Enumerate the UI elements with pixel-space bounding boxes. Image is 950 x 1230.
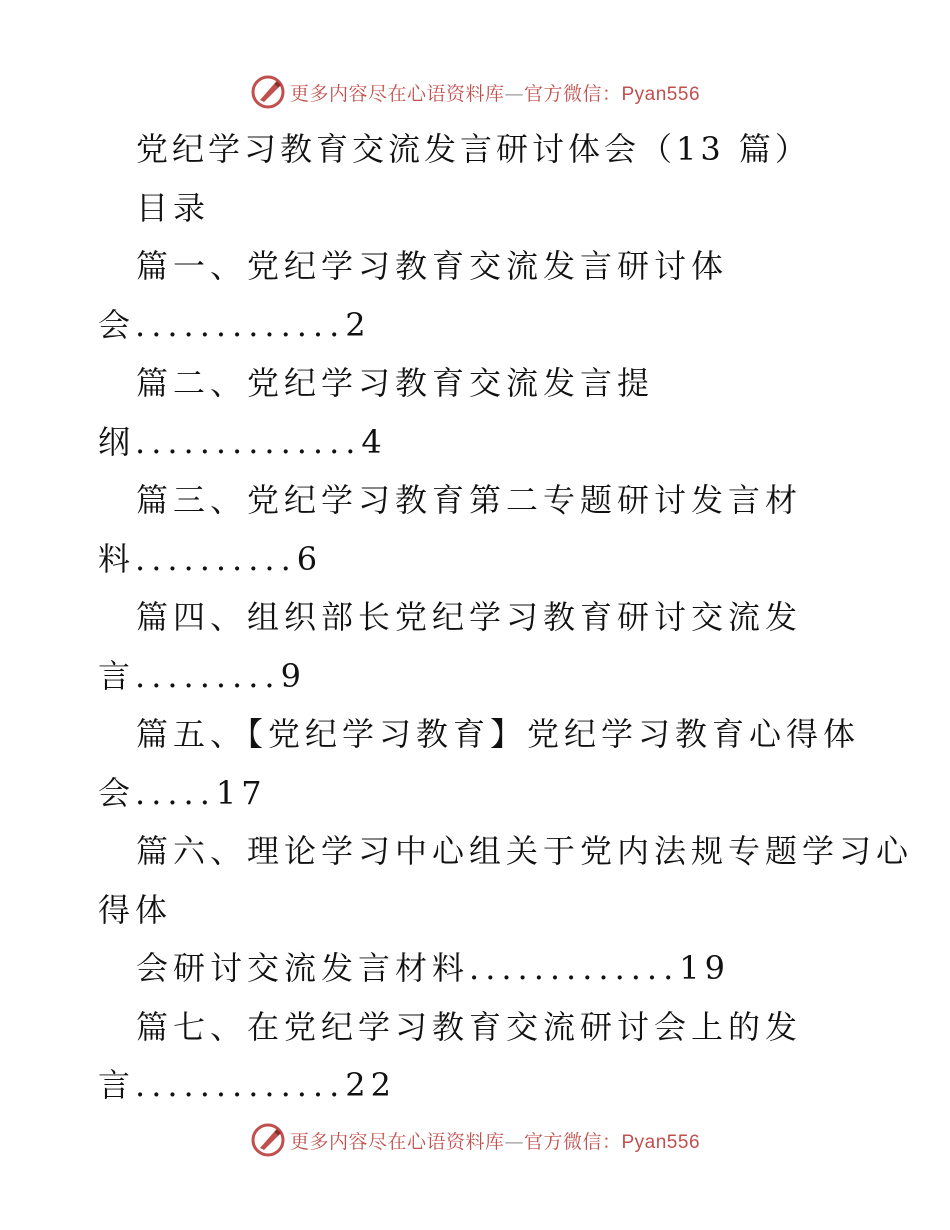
- toc-entry-text: 会: [98, 305, 136, 344]
- toc-entry-6-cont[interactable]: [98, 939, 858, 998]
- toc-page-number: 6: [296, 539, 323, 578]
- watermark-separator: —: [504, 82, 524, 105]
- toc-entry-text: 料: [98, 539, 136, 578]
- toc-entry-6[interactable]: 篇六、理论学习中心组关于党内法规专题学习心: [136, 832, 914, 870]
- toc-entry-5[interactable]: 篇五、【党纪学习教育】党纪学习教育心得体: [136, 715, 861, 753]
- toc-entry-1-cont[interactable]: [98, 296, 858, 355]
- toc-entry-3-cont[interactable]: [98, 530, 858, 589]
- pen-logo-icon: [250, 74, 286, 110]
- toc-entry-4[interactable]: 篇四、组织部长党纪学习教育研讨交流发: [136, 598, 803, 636]
- watermark-separator: —: [504, 1130, 524, 1153]
- toc-page-number: 2: [345, 305, 371, 344]
- toc-entry-1[interactable]: 篇一、党纪学习教育交流发言研讨体: [136, 247, 729, 285]
- toc-page-number: 19: [679, 949, 730, 987]
- toc-heading: 目录: [136, 188, 211, 227]
- toc-entry-3[interactable]: 篇三、党纪学习教育第二专题研讨发言材: [136, 481, 803, 519]
- toc-entry-text: 纲: [98, 422, 136, 461]
- watermark-official: 官方微信：: [523, 1130, 622, 1153]
- toc-entry-4-cont[interactable]: [98, 647, 858, 706]
- watermark-wechat: Pyan556: [621, 1131, 701, 1153]
- watermark-text: [290, 1127, 700, 1154]
- toc-page-number: 4: [361, 422, 387, 461]
- toc-leader-dots: ..............: [135, 422, 362, 461]
- toc-entry-text: 会研讨交流发言材料: [136, 949, 470, 987]
- toc-entry-5-cont[interactable]: [98, 764, 858, 823]
- toc-entry-7-cont[interactable]: [98, 1056, 858, 1115]
- toc-leader-dots: ..........: [135, 539, 297, 578]
- toc-leader-dots: .....: [135, 773, 216, 812]
- toc-entry-text: 会: [98, 773, 136, 812]
- toc-entry-text: 言: [98, 656, 136, 695]
- footer-watermark: [0, 1120, 950, 1160]
- toc-leader-dots: .........: [135, 656, 281, 695]
- toc-entry-text: 言: [98, 1066, 136, 1104]
- watermark-brand: 更多内容尽在心语资料库: [289, 82, 505, 105]
- watermark-brand: 更多内容尽在心语资料库: [289, 1130, 505, 1153]
- header-watermark: [0, 72, 950, 112]
- toc-page-number: 22: [345, 1066, 396, 1104]
- watermark-text: [290, 79, 700, 106]
- document-body: [98, 120, 914, 1115]
- toc-leader-dots: .............: [469, 949, 680, 987]
- pen-logo-icon: [250, 1122, 286, 1158]
- toc-page-number: 9: [280, 656, 306, 695]
- toc-entry-2[interactable]: 篇二、党纪学习教育交流发言提: [136, 364, 655, 402]
- toc-leader-dots: .............: [135, 305, 346, 344]
- toc-entry-6-wrap[interactable]: 得体: [98, 890, 173, 929]
- toc-page-number: 17: [215, 773, 267, 812]
- toc-leader-dots: .............: [135, 1066, 346, 1104]
- watermark-wechat: Pyan556: [621, 83, 701, 105]
- toc-entry-7[interactable]: 篇七、在党纪学习教育交流研讨会上的发: [136, 1007, 803, 1046]
- document-title: 党纪学习教育交流发言研讨体会（13 篇）: [136, 130, 811, 168]
- toc-entry-2-cont[interactable]: [98, 413, 858, 472]
- watermark-official: 官方微信：: [523, 82, 622, 105]
